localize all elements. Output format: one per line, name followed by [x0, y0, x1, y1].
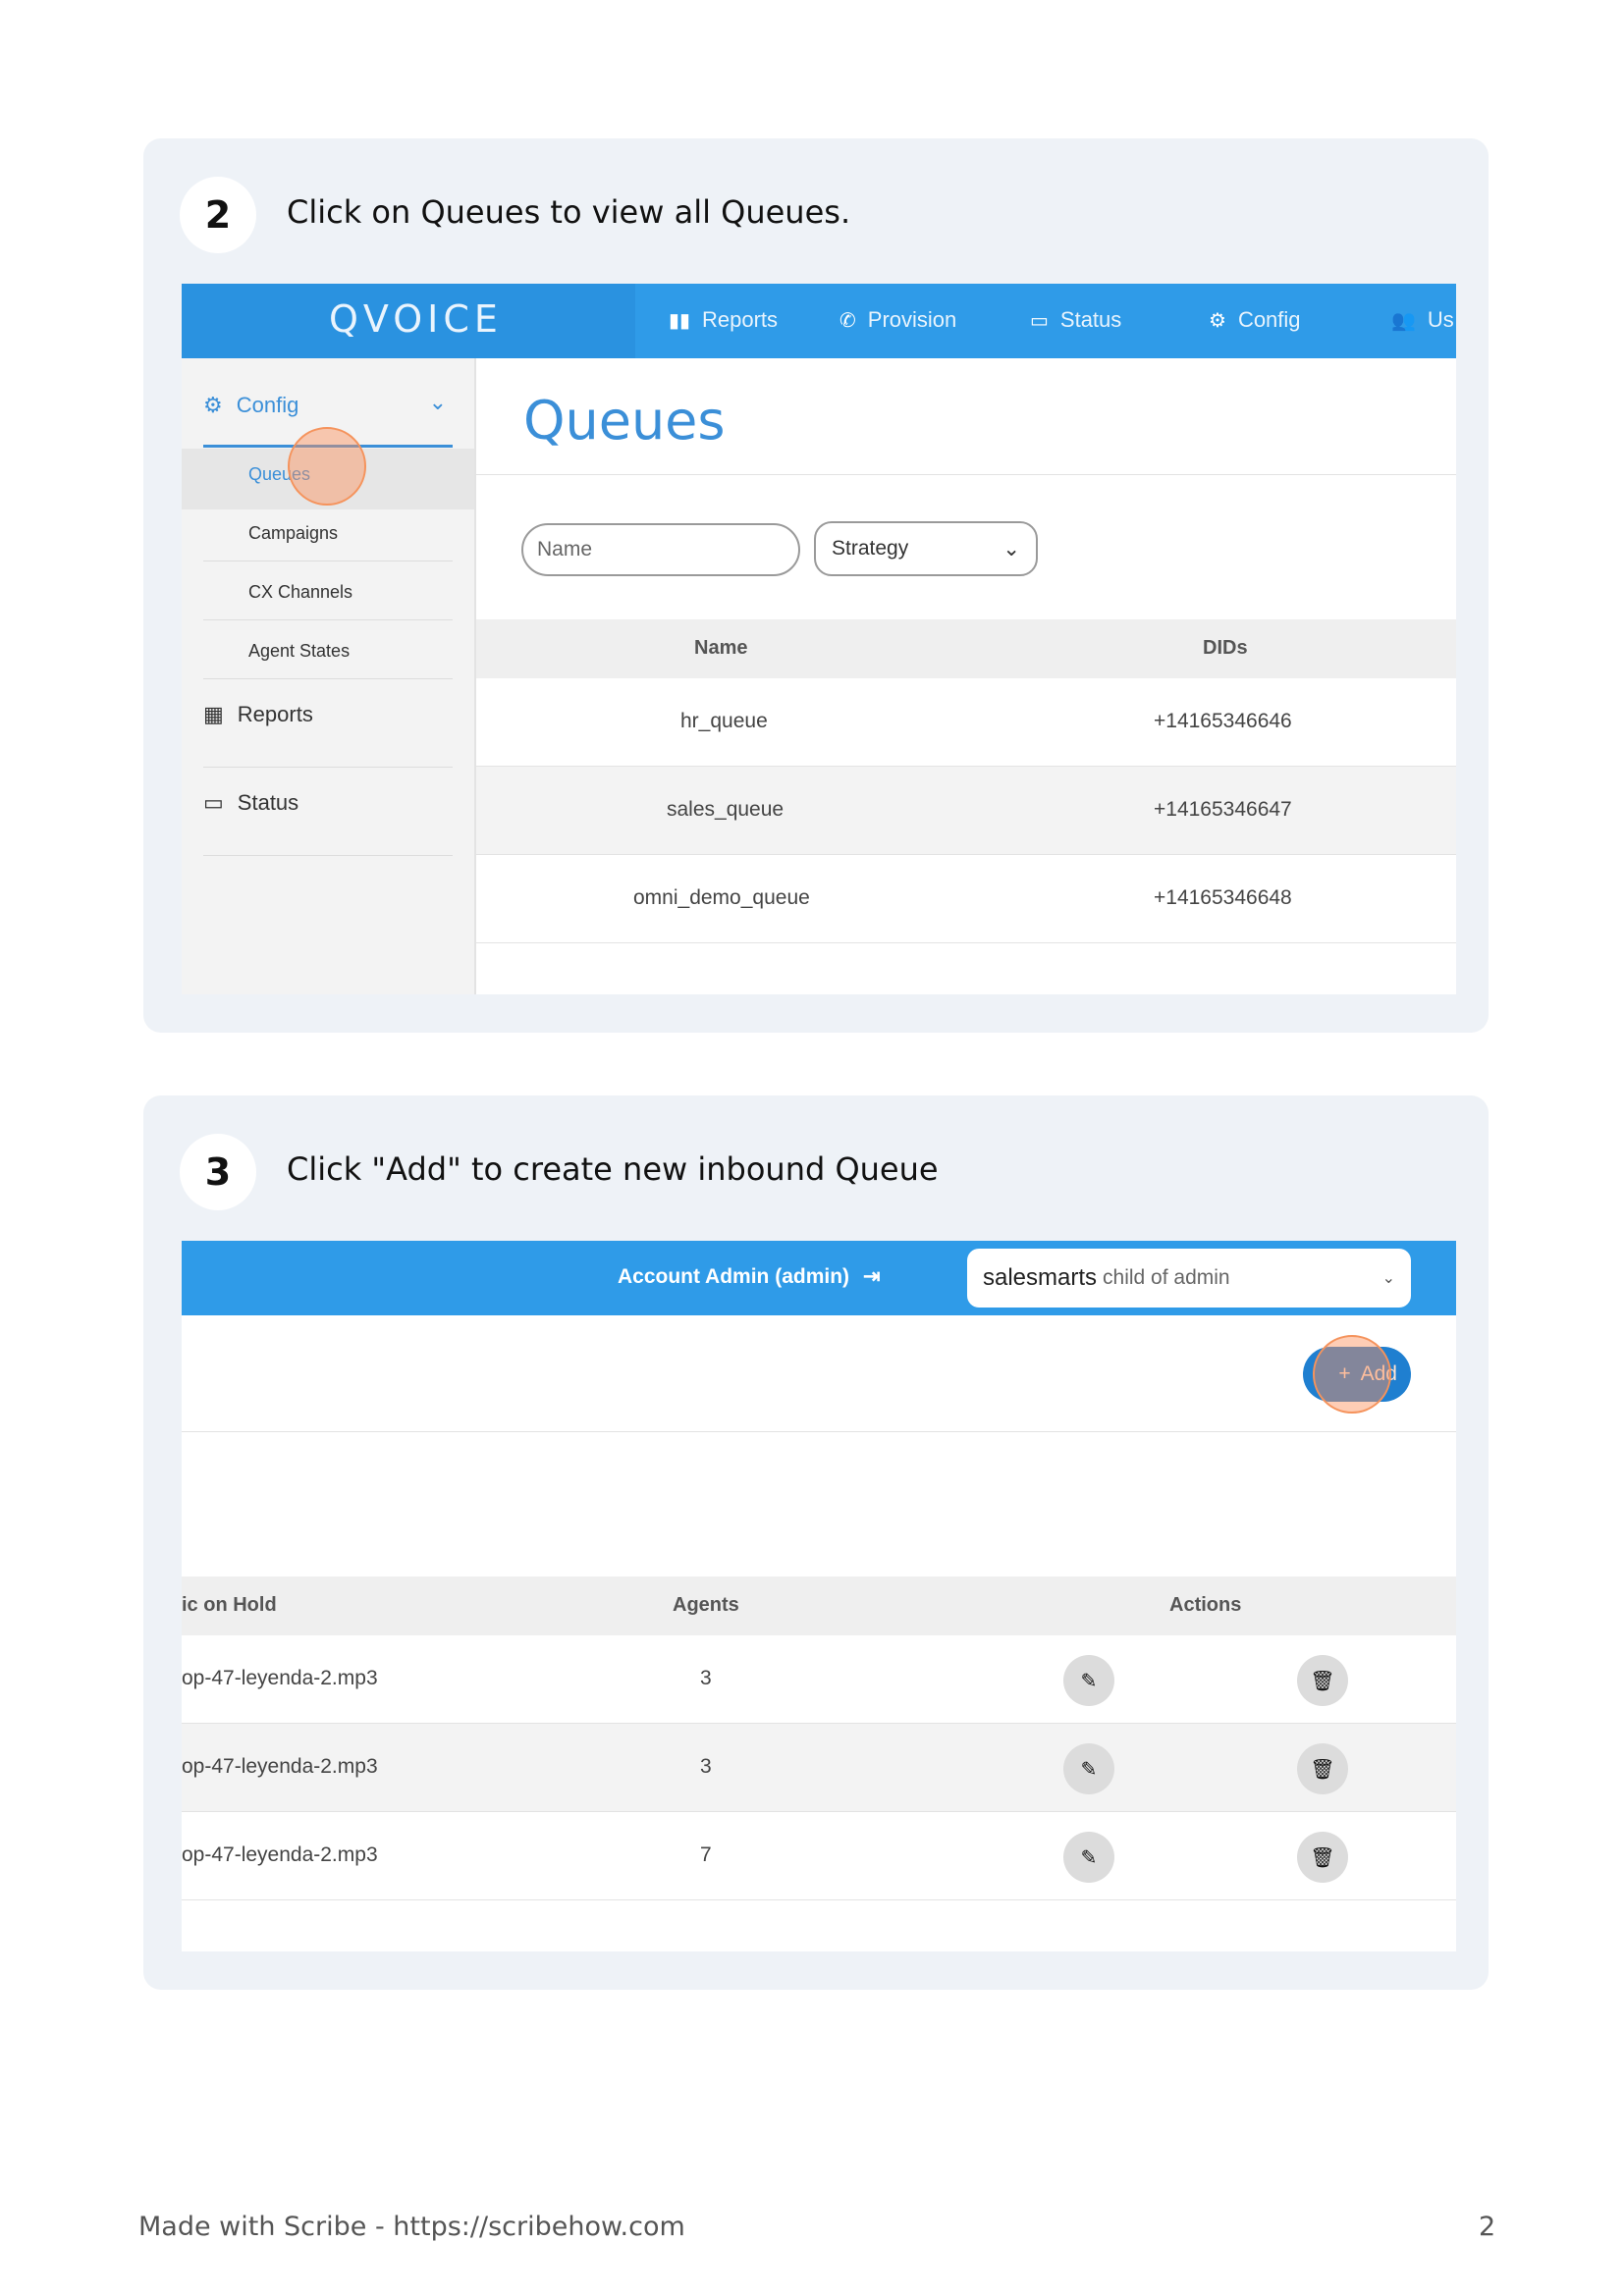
- sidebar-item-agent-states[interactable]: Agent States: [248, 641, 351, 661]
- nav-status[interactable]: [1030, 307, 1121, 333]
- tenant-name: salesmarts: [983, 1264, 1098, 1291]
- nav-reports-label: Reports: [702, 307, 779, 332]
- nav-config-label: Config: [1237, 307, 1301, 332]
- tenant-select[interactable]: [967, 1249, 1411, 1308]
- sidebar-item-reports[interactable]: [203, 702, 313, 727]
- queue-name: hr_queue: [680, 710, 768, 732]
- column-header-dids[interactable]: DIDs: [1203, 637, 1248, 659]
- chevron-down-icon: ⌄: [1381, 1270, 1395, 1287]
- step-instruction: Click on Queues to view all Queues.: [287, 193, 851, 231]
- table-row[interactable]: [476, 678, 1456, 767]
- pencil-icon: ✎: [1080, 1670, 1098, 1692]
- delete-button[interactable]: [1297, 1655, 1348, 1706]
- trash-icon: 🗑: [1310, 1846, 1335, 1869]
- bar-chart-icon: ▮▮: [669, 309, 691, 332]
- column-header-agents[interactable]: Agents: [673, 1594, 739, 1616]
- click-indicator: [1313, 1335, 1391, 1414]
- page-title: Queues: [523, 390, 726, 452]
- step-card-2: [143, 138, 1489, 1033]
- column-header-actions: Actions: [1169, 1594, 1242, 1616]
- queue-name: sales_queue: [667, 798, 785, 821]
- tenant-sub: child of admin: [1103, 1266, 1230, 1289]
- nav-users[interactable]: [1391, 307, 1454, 333]
- strategy-select-label: Strategy: [832, 537, 909, 560]
- agent-count: 3: [700, 1755, 712, 1778]
- table-row[interactable]: [182, 1724, 1456, 1812]
- column-header-name[interactable]: Name: [694, 637, 748, 659]
- users-icon: 👥: [1391, 309, 1416, 332]
- queue-name: omni_demo_queue: [633, 886, 810, 909]
- music-file: op-47-leyenda-2.mp3: [182, 1667, 378, 1689]
- logo-area: [182, 284, 635, 358]
- chevron-down-icon: ⌄: [1002, 537, 1020, 561]
- top-navbar: [182, 1241, 1456, 1315]
- nav-provision-label: Provision: [867, 307, 957, 332]
- queue-did: +14165346647: [1154, 798, 1292, 821]
- plus-icon: +: [1338, 1362, 1351, 1385]
- sidebar-status-label: Status: [237, 790, 299, 815]
- nav-config[interactable]: [1209, 307, 1301, 333]
- divider: [203, 619, 453, 620]
- page-number: 2: [1479, 2212, 1496, 2242]
- column-header-music-on-hold[interactable]: ic on Hold: [182, 1594, 277, 1616]
- sidebar-item-cx-channels[interactable]: CX Channels: [248, 582, 353, 602]
- table-header: [476, 619, 1456, 678]
- nav-provision[interactable]: [839, 307, 956, 333]
- pencil-icon: ✎: [1080, 1846, 1098, 1869]
- account-label: Account Admin (admin): [618, 1264, 850, 1288]
- step-number: 2: [180, 177, 256, 253]
- table-row[interactable]: [476, 767, 1456, 855]
- step-number: 3: [180, 1134, 256, 1210]
- music-file: op-47-leyenda-2.mp3: [182, 1843, 378, 1866]
- gear-icon: ⚙: [203, 393, 223, 417]
- add-button-label: Add: [1360, 1362, 1397, 1385]
- table-icon: ▦: [203, 702, 224, 726]
- sidebar-item-status[interactable]: [203, 790, 298, 816]
- agent-count: 3: [700, 1667, 712, 1689]
- phone-icon: ✆: [839, 309, 856, 332]
- sidebar-item-queues[interactable]: Queues: [248, 464, 311, 484]
- logout-icon: ⇥: [863, 1265, 881, 1288]
- nav-users-label: Us: [1427, 307, 1454, 332]
- sidebar-config-label: Config: [236, 393, 299, 417]
- divider: [203, 855, 453, 856]
- table-row[interactable]: [182, 1812, 1456, 1900]
- click-indicator: [288, 427, 366, 506]
- sidebar-reports-label: Reports: [237, 702, 313, 726]
- queue-did: +14165346646: [1154, 710, 1292, 732]
- top-navbar: [182, 284, 1456, 358]
- gear-icon: ⚙: [1209, 309, 1226, 332]
- delete-button[interactable]: [1297, 1743, 1348, 1794]
- footer-credit: Made with Scribe - https://scribehow.com: [138, 2212, 685, 2242]
- table-header: [182, 1576, 1456, 1635]
- divider: [182, 1431, 1456, 1432]
- strategy-select[interactable]: [814, 521, 1038, 576]
- trash-icon: 🗑: [1310, 1670, 1335, 1692]
- music-file: op-47-leyenda-2.mp3: [182, 1755, 378, 1778]
- table-row[interactable]: [182, 1635, 1456, 1724]
- title-divider: [476, 474, 1456, 475]
- nav-status-label: Status: [1059, 307, 1122, 332]
- pencil-icon: ✎: [1080, 1758, 1098, 1781]
- trash-icon: 🗑: [1310, 1758, 1335, 1781]
- edit-button[interactable]: [1063, 1832, 1114, 1883]
- sidebar-item-campaigns[interactable]: Campaigns: [248, 523, 339, 543]
- screenshot-queues-list: [182, 284, 1456, 994]
- nav-reports[interactable]: [669, 307, 778, 333]
- table-row[interactable]: [476, 855, 1456, 943]
- delete-button[interactable]: [1297, 1832, 1348, 1883]
- edit-button[interactable]: [1063, 1743, 1114, 1794]
- queue-did: +14165346648: [1154, 886, 1292, 909]
- step-card-3: [143, 1095, 1489, 1990]
- name-filter-input[interactable]: Name: [521, 523, 800, 576]
- divider: [203, 678, 453, 679]
- sidebar-config-section[interactable]: [203, 386, 453, 425]
- chevron-down-icon: ⌄: [428, 390, 447, 414]
- step-instruction: Click "Add" to create new inbound Queue: [287, 1150, 939, 1188]
- edit-button[interactable]: [1063, 1655, 1114, 1706]
- divider: [203, 767, 453, 768]
- account-menu[interactable]: [618, 1264, 881, 1289]
- monitor-icon: ▭: [1030, 309, 1049, 332]
- monitor-icon: ▭: [203, 790, 224, 815]
- agent-count: 7: [700, 1843, 712, 1866]
- screenshot-queues-actions: [182, 1241, 1456, 1951]
- app-logo: QVOICE: [329, 297, 503, 341]
